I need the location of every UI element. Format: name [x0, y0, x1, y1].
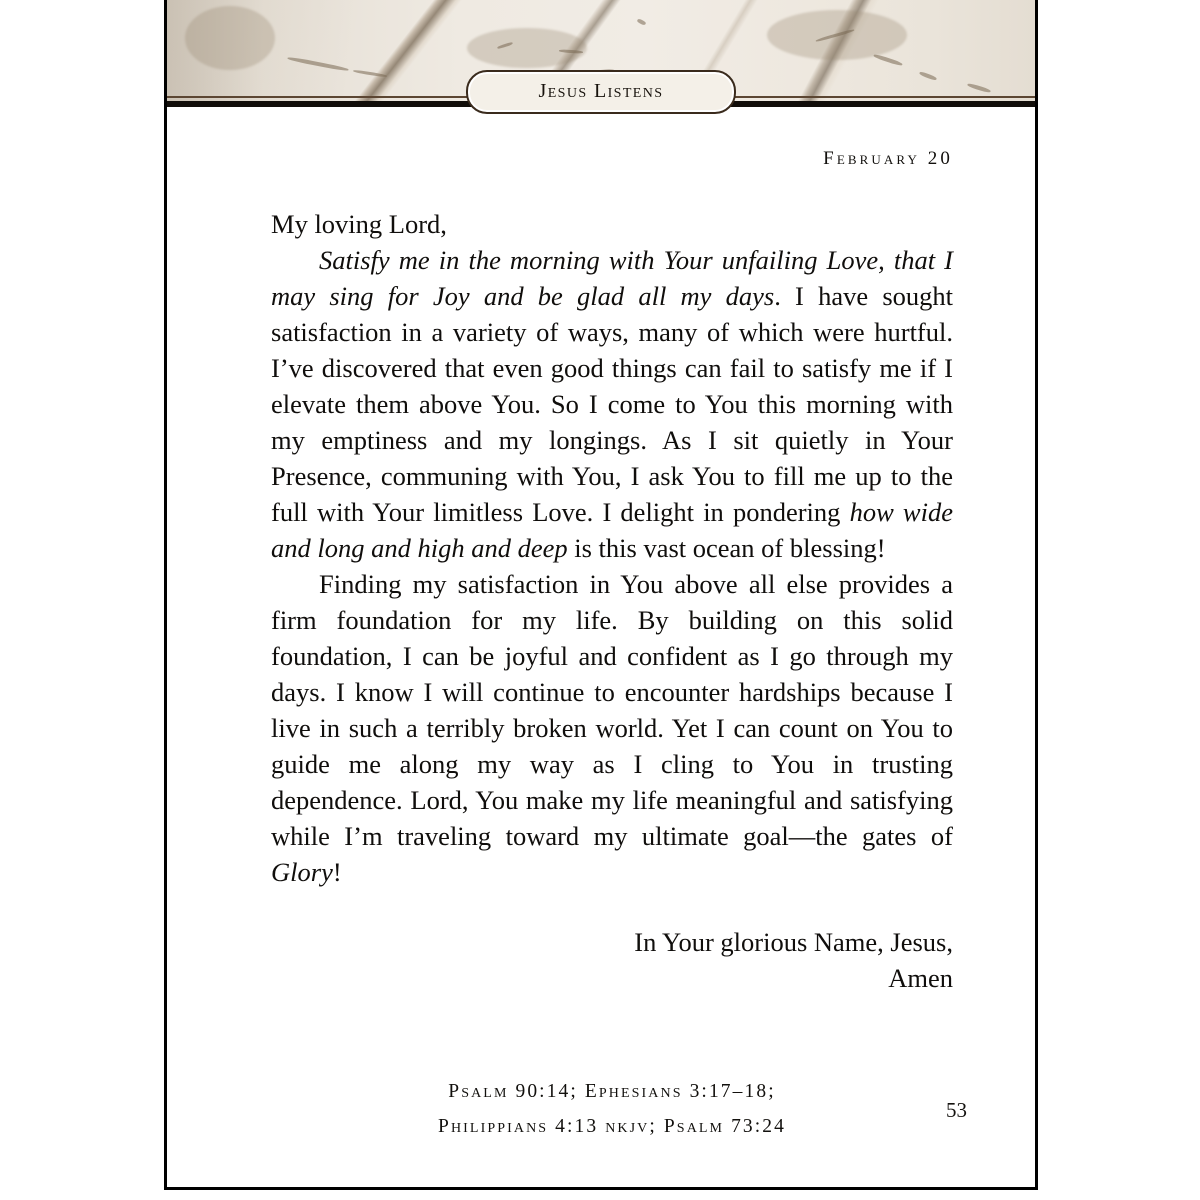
- marble-fleck: [967, 83, 991, 94]
- prayer-paragraph-1: [271, 242, 953, 566]
- scripture-italic-run: how wide and long and high and deep: [271, 497, 953, 563]
- marble-fleck: [919, 71, 937, 81]
- text-run: is this vast ocean of blessing!: [567, 533, 886, 563]
- salutation: My loving Lord,: [271, 209, 447, 239]
- running-head-title: Jesus Listens: [538, 80, 664, 102]
- marble-fleck: [637, 18, 647, 25]
- scripture-reference-line: Philippians 4:13 nkjv; Psalm 73:24: [438, 1116, 786, 1137]
- marble-smudge: [467, 28, 587, 68]
- devotional-content: [271, 148, 953, 1144]
- marble-fleck: [287, 56, 349, 72]
- book-page: [164, 0, 1038, 1190]
- marble-fleck: [873, 53, 903, 66]
- closing-line: In Your glorious Name, Jesus,: [634, 927, 953, 957]
- scripture-reference-line: Psalm 90:14; Ephesians 3:17–18;: [448, 1081, 776, 1102]
- marble-fleck: [353, 69, 387, 77]
- scripture-italic-run: Glory: [271, 857, 333, 887]
- text-run: !: [332, 857, 342, 887]
- marble-smudge: [185, 6, 275, 70]
- closing-amen: Amen: [888, 963, 953, 993]
- page-number: 53: [946, 1098, 967, 1122]
- running-head-badge: [466, 70, 736, 114]
- text-run: . I have sought satisfaction in a variety of ways, many of which were hurtful. I’ve discovered that even good things can fail to satisfy me if I elevate them above You. So I come to You this morning with my emptiness and my longings. As I sit quietly in Your Presence, communing with You, I ask You to fill me up to the full with Your limitless Love. I delight in pondering: [271, 281, 953, 527]
- scripture-references: [271, 1074, 953, 1144]
- scripture-italic-run: Satisfy me in the morning with Your unfailing Love, that I may sing for Joy and be glad all my days: [271, 245, 953, 311]
- text-run: Finding my satisfaction in You above all else provides a firm foundation for my life. By building on this solid foundation, I can be joyful and confident as I go through my days. I know I will continue to encounter hardships because I live in such a terribly broken world. Yet I can count on You to guide me along my way as I cling to You in trusting dependence. Lord, You make my life meaningful and satisfying while I’m traveling toward my ultimate goal—the gates of: [271, 569, 953, 851]
- prayer-paragraph-2: [271, 566, 953, 890]
- closing-block: [271, 924, 953, 996]
- entry-date: February 20: [823, 148, 953, 169]
